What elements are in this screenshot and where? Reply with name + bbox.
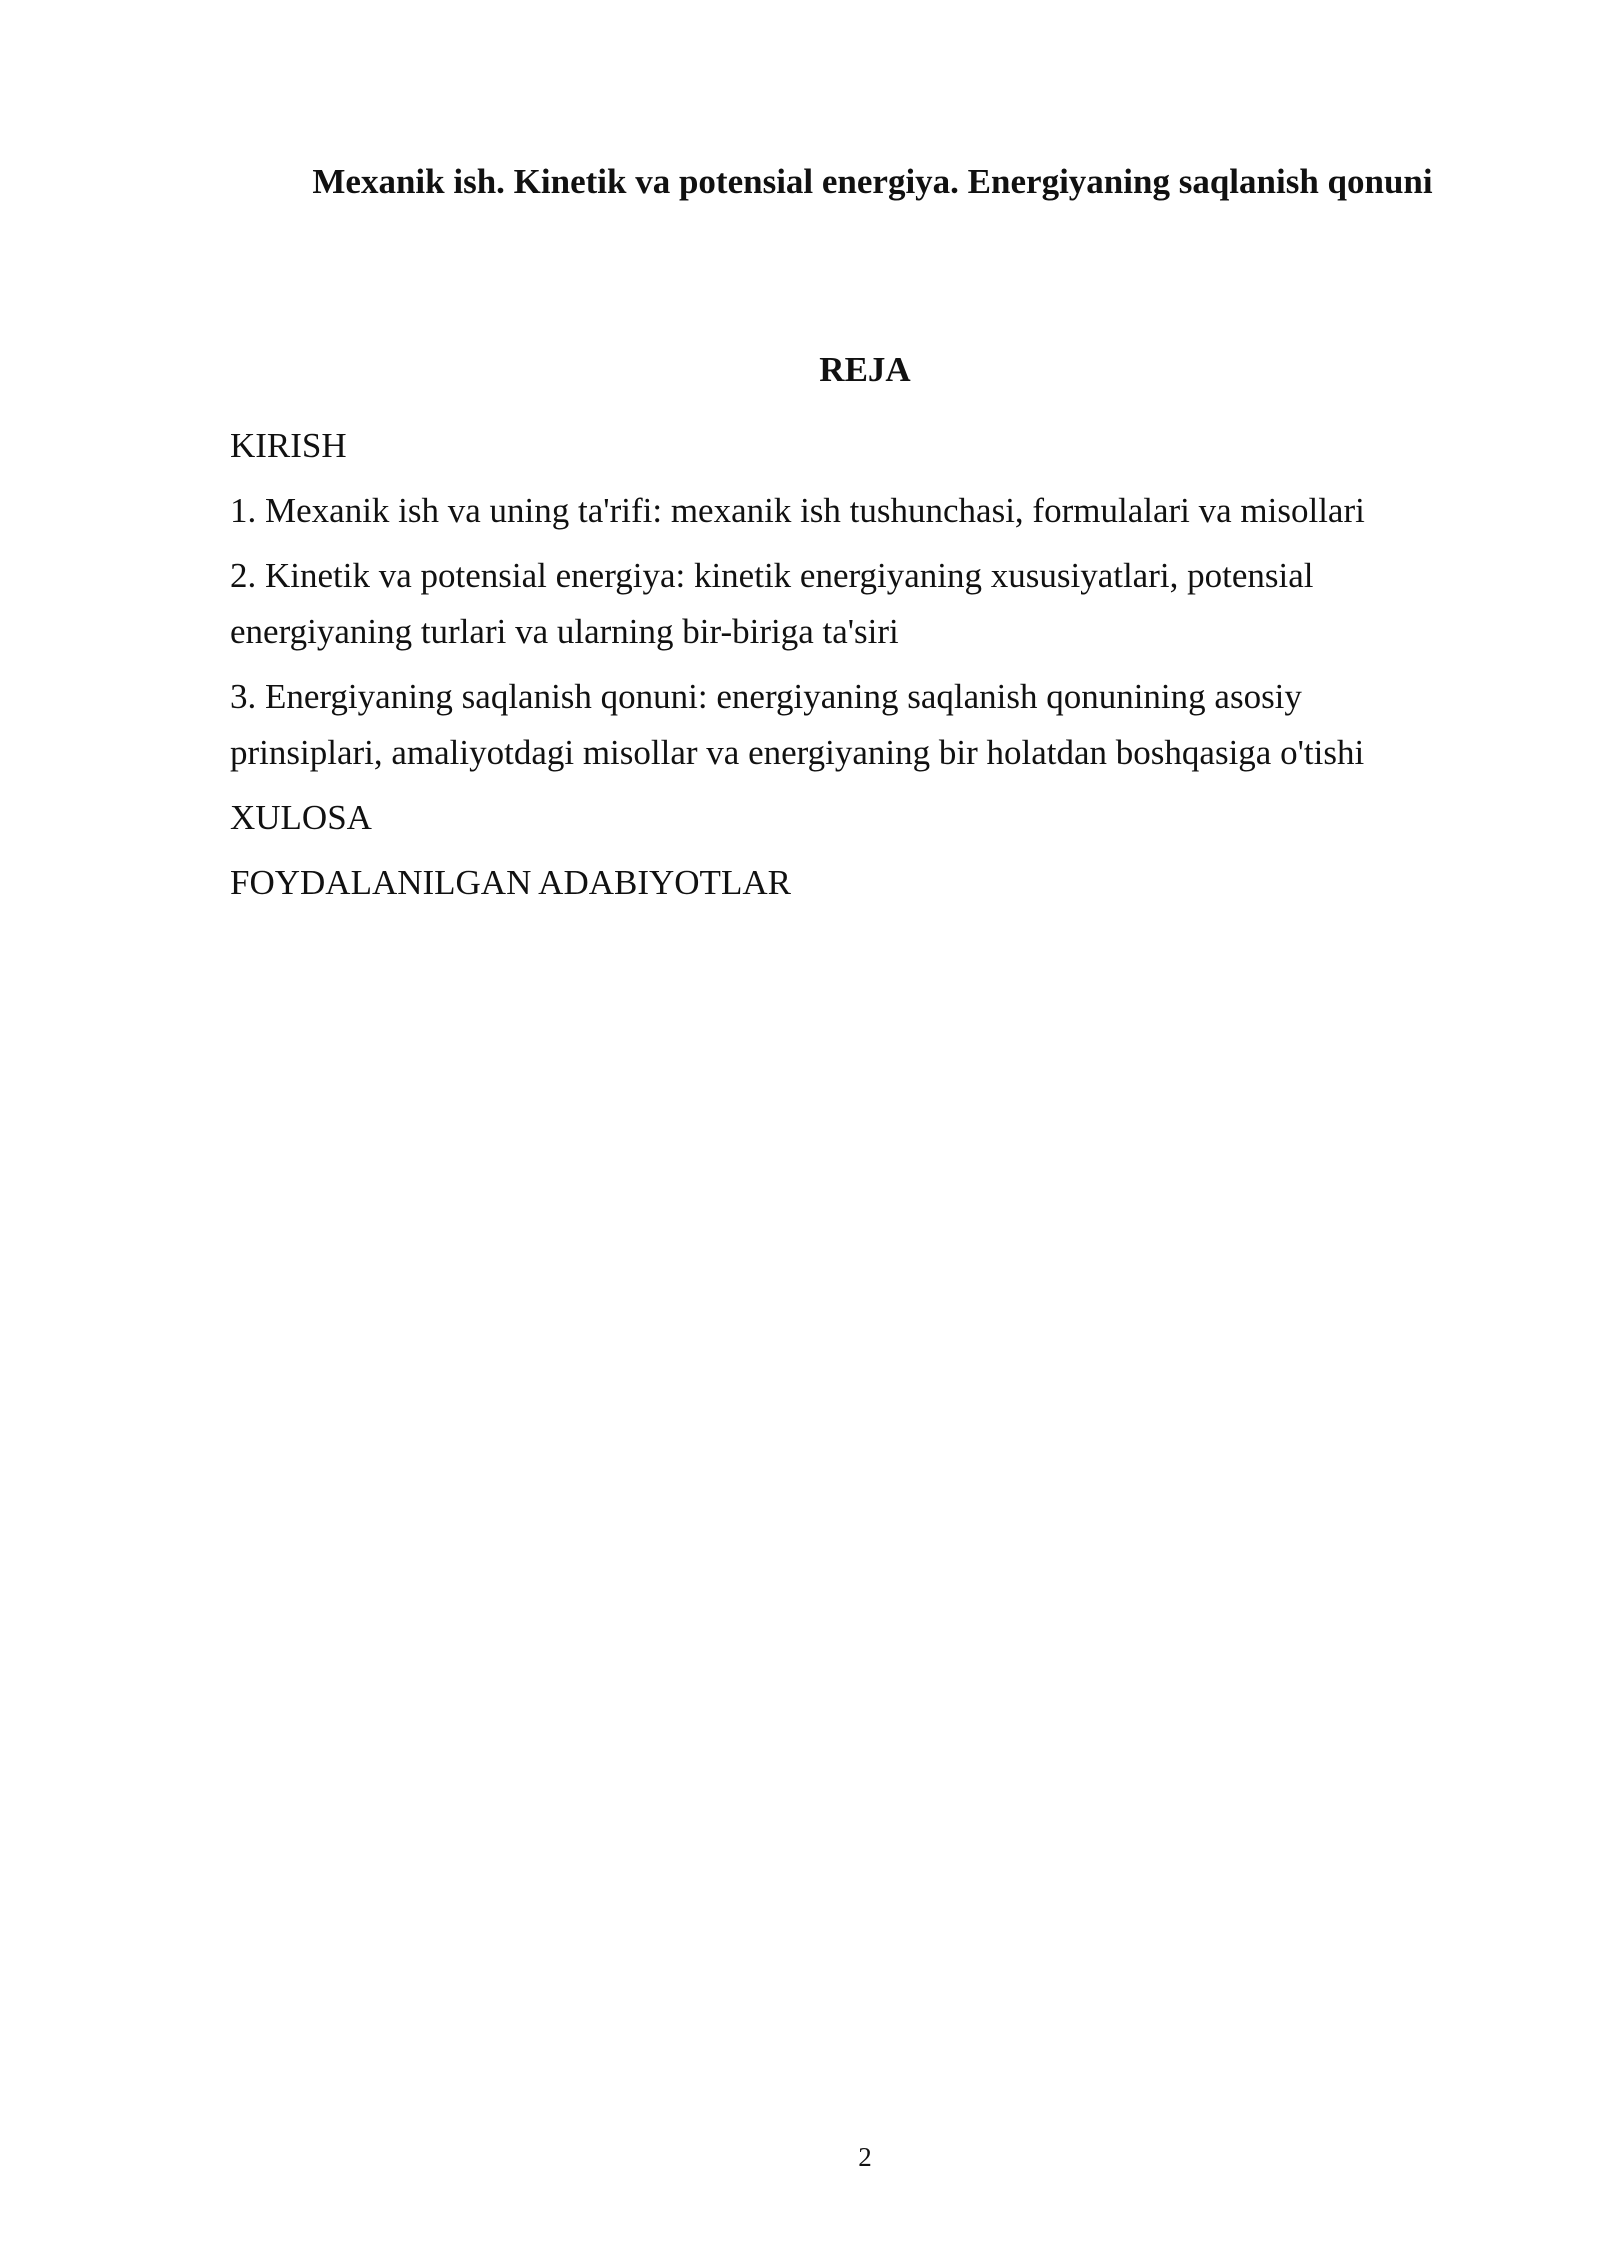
plan-item-conclusion-text: XULOSA [230, 798, 372, 837]
plan-item-2-line-2: energiyaning turlari va ularning bir-biriga ta'siri [230, 612, 899, 651]
plan-item-1 [230, 483, 1470, 539]
plan-item-3-line-2: prinsiplari, amaliyotdagi misollar va energiyaning bir holatdan boshqasiga o'tishi [230, 733, 1365, 772]
plan-item-2 [230, 548, 1470, 660]
plan-item-references-text: FOYDALANILGAN ADABIYOTLAR [230, 863, 791, 902]
plan-list [230, 418, 1470, 920]
plan-heading: REJA [819, 350, 911, 389]
plan-item-intro-text: KIRISH [230, 426, 347, 465]
page-number: 2 [858, 2142, 872, 2172]
plan-item-1-line-1: 1. Mexanik ish va uning ta'rifi: mexanik ish tushunchasi, formulalari va misollari [230, 491, 1365, 530]
plan-item-intro [230, 418, 1470, 474]
plan-item-conclusion [230, 790, 1470, 846]
plan-item-3-line-1: 3. Energiyaning saqlanish qonuni: energiyaning saqlanish qonunining asosiy [230, 677, 1302, 716]
document-title: Mexanik ish. Kinetik va potensial energiya. Energiyaning saqlanish qonuni [312, 162, 1433, 201]
plan-item-2-line-1: 2. Kinetik va potensial energiya: kinetik energiyaning xususiyatlari, potensial [230, 556, 1314, 595]
plan-item-3 [230, 669, 1470, 781]
plan-item-references [230, 855, 1470, 911]
